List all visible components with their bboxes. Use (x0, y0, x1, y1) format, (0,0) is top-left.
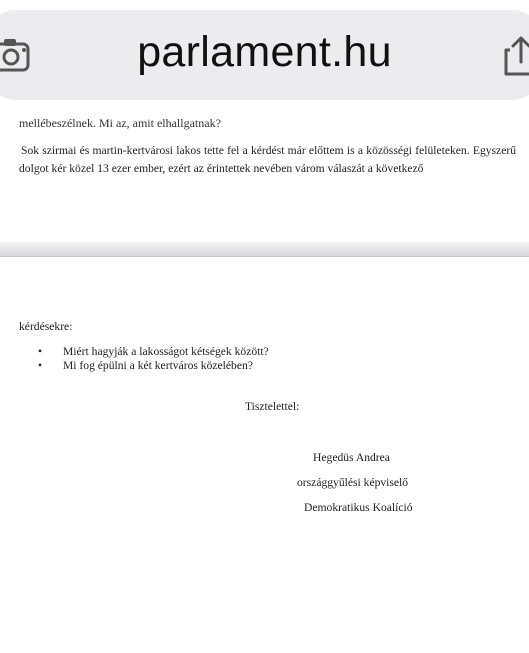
question-list (38, 345, 269, 373)
bullet-icon: • (38, 359, 43, 372)
body-paragraph: Sok szirmai és martin-kertvárosi lakos tette fel a kérdést már előttem is a közösségi felületeken. Egyszerű dolgot kér közel 13 ezer ember, ezért az érintettek nevében várom válaszát a következő (19, 144, 516, 175)
signature-party: Demokratikus Koalíció (304, 501, 413, 514)
page-separator (0, 242, 529, 257)
cut-off-text-line: mellébeszélnek. Mi az, amit elhallgatnak? (19, 116, 221, 130)
document-page-1-fragment (0, 108, 529, 242)
closing-text: Tisztelettel: (245, 400, 300, 413)
signature-name: Hegedüs Andrea (313, 451, 390, 464)
question-text: Miért hagyják a lakosságot kétségek között? (63, 345, 269, 358)
url-text[interactable]: parlament.hu (137, 28, 392, 76)
question-text: Mi fog épülni a két kertváros közelében? (63, 359, 253, 372)
signature-role: országgyűlési képviselő (297, 476, 409, 489)
share-icon[interactable] (504, 34, 529, 76)
continuation-text: kérdésekre: (19, 320, 73, 333)
list-item (38, 359, 269, 373)
browser-toolbar (0, 0, 529, 118)
bullet-icon: • (38, 345, 43, 358)
document-page-2 (0, 257, 529, 653)
list-item (38, 345, 269, 359)
